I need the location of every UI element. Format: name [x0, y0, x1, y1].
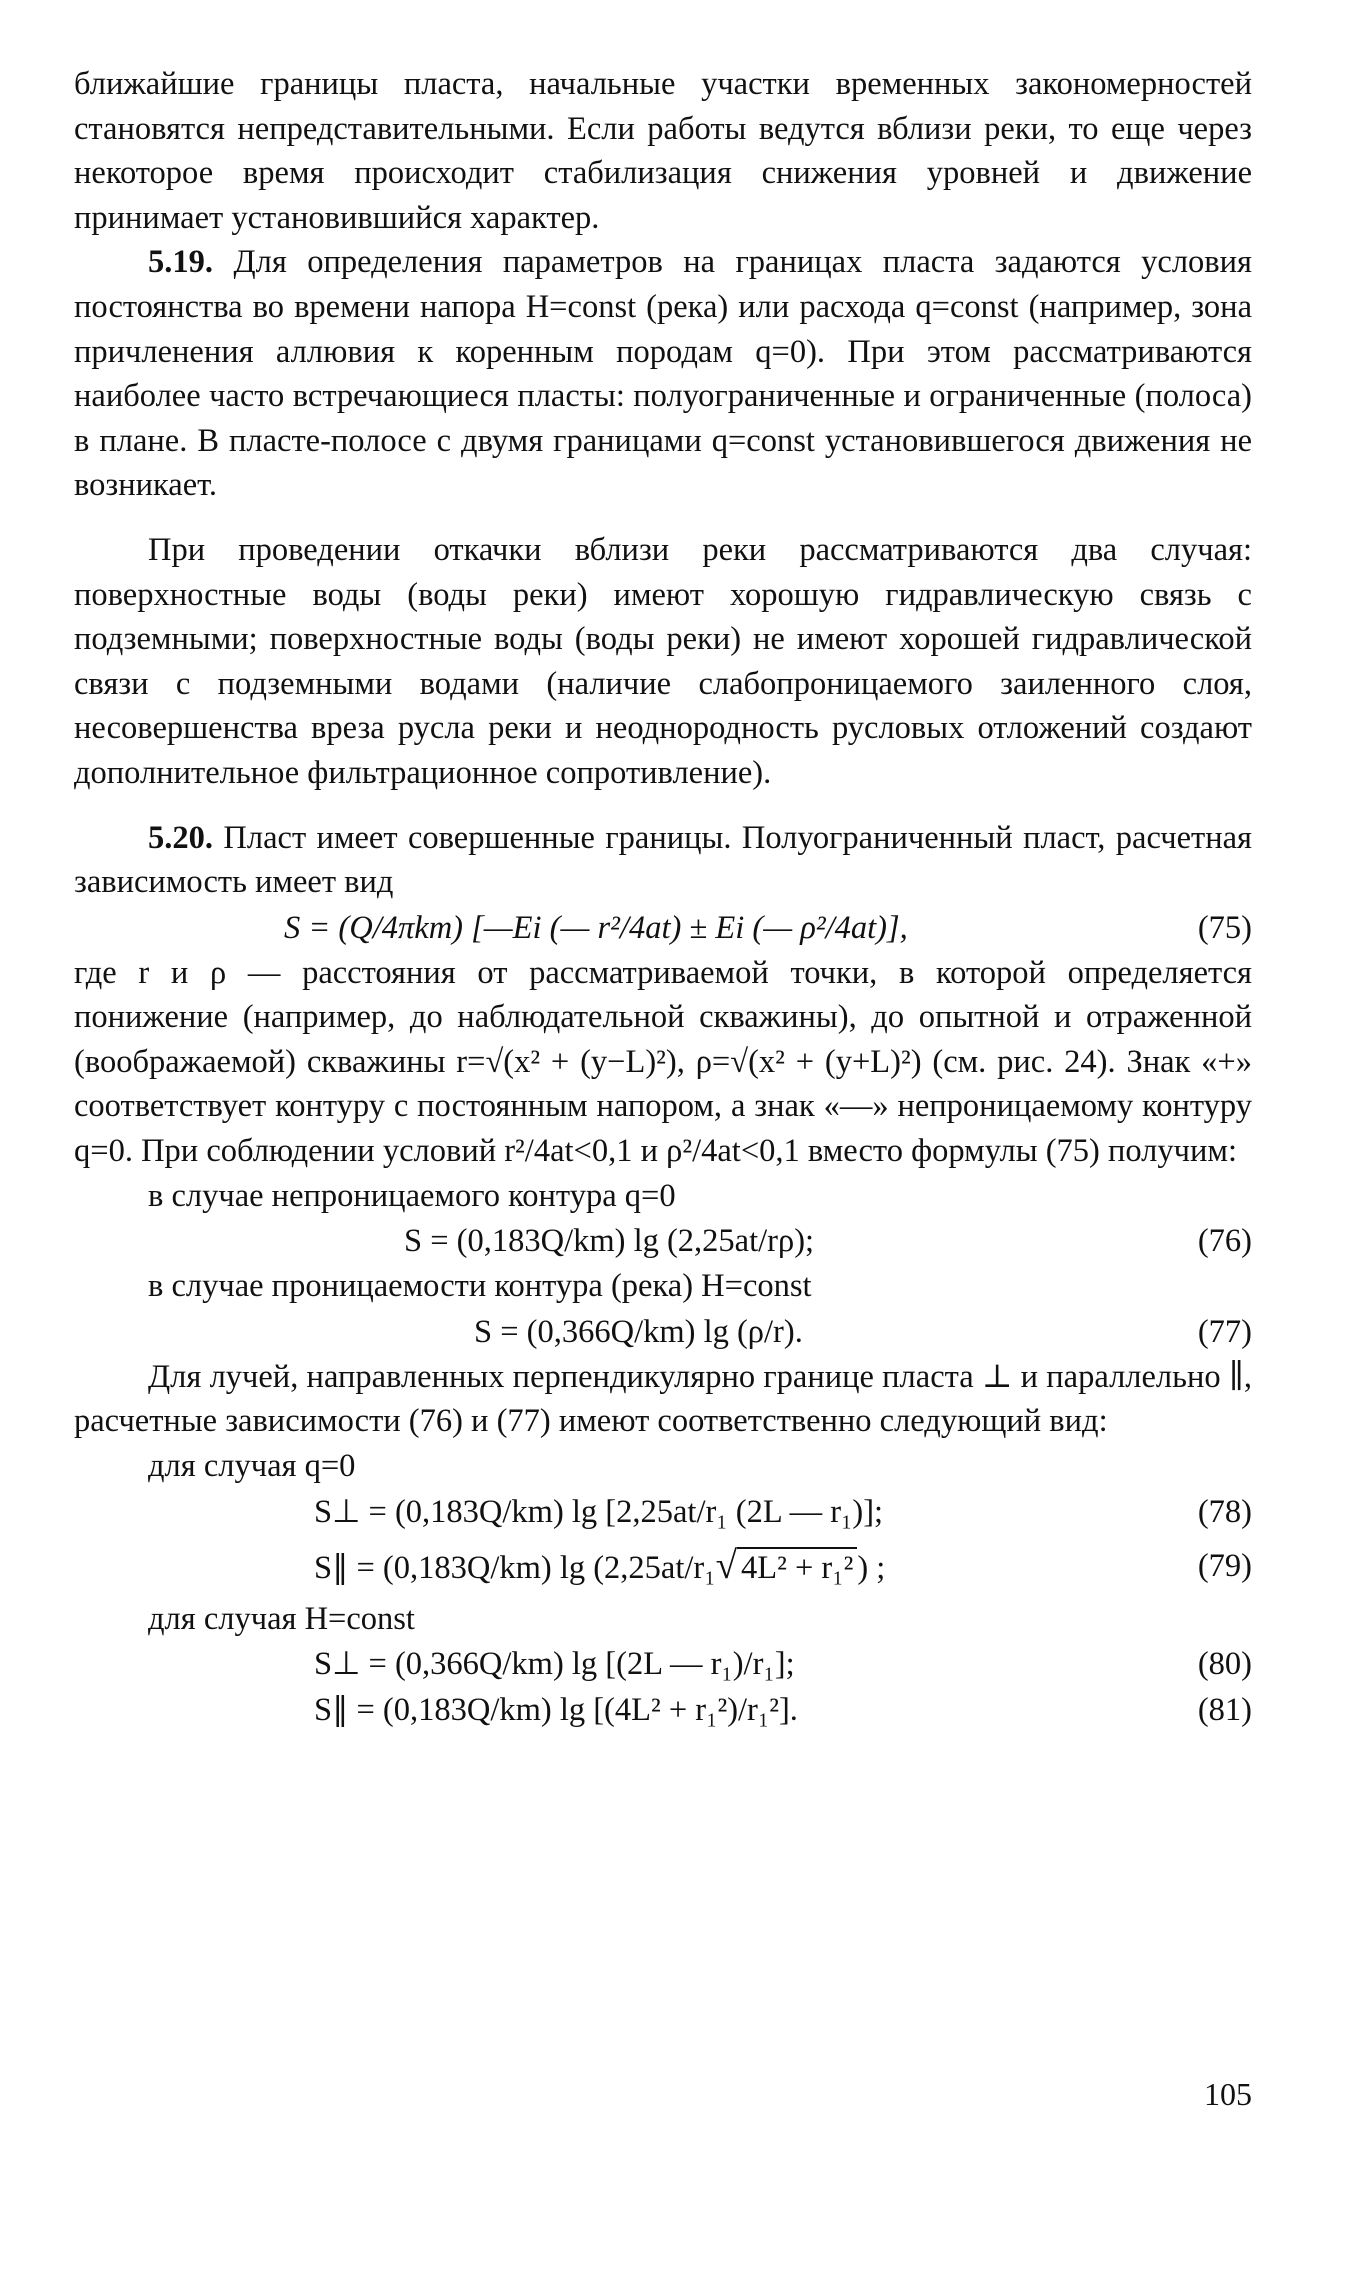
paragraph-definitions: где r и ρ — расстояния от рассматриваемой точки, в которой определяется понижение (например, до наблюдательной скважины), до опытной и отраженной (воображаемой) скважины r=√(x² + (y−L)²), ρ=√(x² + (y+L)²) (см. рис. 24). Знак «+» соответствует контуру с постоянным напором, а знак «—» непроницаемому контуру q=0. При соблюдении условий r²/4at<0,1 и ρ²/4at<0,1 вместо формулы (75) получим: — [74, 954, 1252, 1170]
formula-number: (81) — [1197, 1692, 1252, 1729]
formula-expression: S = (0,183Q/km) lg (2,25at/rρ); — [404, 1223, 815, 1260]
page-number: 105 — [1204, 2076, 1252, 2112]
formula-expression: S = (Q/4πkm) [—Ei (— r²/4at) ± Ei (— ρ²/4at)], — [284, 909, 908, 946]
formula-81 — [74, 1687, 1252, 1733]
paragraph-river-cases: При проведении откачки вблизи реки рассматриваются два случая: поверхностные воды (воды реки) имеют хорошую гидравлическую связь с подземными; поверхностные воды (воды реки) не имеют хорошей гидравлической связи с подземными водами (наличие слабопроницаемого заиленного слоя, несовершенства вреза русла реки и неоднородность русловых отложений создают дополнительное фильтрационное сопротивление). — [74, 531, 1252, 791]
formula-part: S∥ = (0,183Q/km) lg (2,25at/r₁ — [314, 1549, 716, 1586]
formula-expression — [314, 1535, 885, 1599]
formula-number: (78) — [1197, 1493, 1252, 1530]
condition-permeable: в случае проницаемости контура (река) H=const — [148, 1268, 812, 1305]
formula-80 — [74, 1641, 1252, 1687]
condition-impermeable: в случае непроницаемого контура q=0 — [148, 1177, 676, 1214]
formula-78 — [74, 1489, 1252, 1535]
formula-number: (76) — [1197, 1223, 1252, 1260]
condition-h-const: для случая H=const — [148, 1600, 415, 1637]
paragraph-text: Пласт имеет совершенные границы. Полуограниченный пласт, расчетная зависимость имеет вид — [74, 819, 1252, 901]
paragraph-5-20 — [74, 816, 1252, 905]
condition-q0: для случая q=0 — [148, 1448, 356, 1485]
formula-expression: S⊥ = (0,183Q/km) lg [2,25at/r₁ (2L — r₁)]; — [314, 1493, 884, 1530]
radicand: 4L² + r₁² — [737, 1547, 857, 1588]
section-number: 5.20. — [148, 819, 213, 856]
formula-number: (75) — [1197, 909, 1252, 946]
formula-77 — [74, 1309, 1252, 1355]
section-number: 5.19. — [148, 244, 213, 281]
paragraph-continuation: ближайшие границы пласта, начальные участки временных закономерностей становятся непредставительными. Если работы ведутся вблизи реки, то еще через некоторое время происходит стабилизация снижения уровней и движение принимает установившийся характер. — [74, 66, 1252, 236]
formula-number: (79) — [1197, 1547, 1252, 1584]
formula-76 — [74, 1218, 1252, 1264]
formula-79 — [74, 1535, 1252, 1597]
formula-75 — [74, 905, 1252, 951]
paragraph-5-19 — [74, 240, 1252, 508]
radical-sign: √ — [715, 1543, 737, 1587]
formula-expression: S∥ = (0,183Q/km) lg [(4L² + r₁²)/r₁²]. — [314, 1692, 798, 1729]
formula-number: (77) — [1197, 1313, 1252, 1350]
formula-expression: S = (0,366Q/km) lg (ρ/r). — [474, 1313, 803, 1350]
formula-expression: S⊥ = (0,366Q/km) lg [(2L — r₁)/r₁]; — [314, 1646, 795, 1683]
formula-number: (80) — [1197, 1646, 1252, 1683]
paragraph-text: Для определения параметров на границах пласта задаются условия постоянства во времени напора H=const (река) или расхода q=const (например, зона причленения аллювия к коренным породам q=0). При этом рассматриваются наиболее часто встречающиеся пласты: полуограниченные и ограниченные (полоса) в плане. В пласте-полосе с двумя границами q=const установившегося движения не возникает. — [74, 244, 1252, 504]
page — [74, 62, 1252, 2112]
formula-part: ) ; — [857, 1549, 886, 1586]
paragraph-rays: Для лучей, направленных перпендикулярно границе пласта ⊥ и параллельно ∥, расчетные зависимости (76) и (77) имеют соответственно следующий вид: — [74, 1358, 1252, 1440]
